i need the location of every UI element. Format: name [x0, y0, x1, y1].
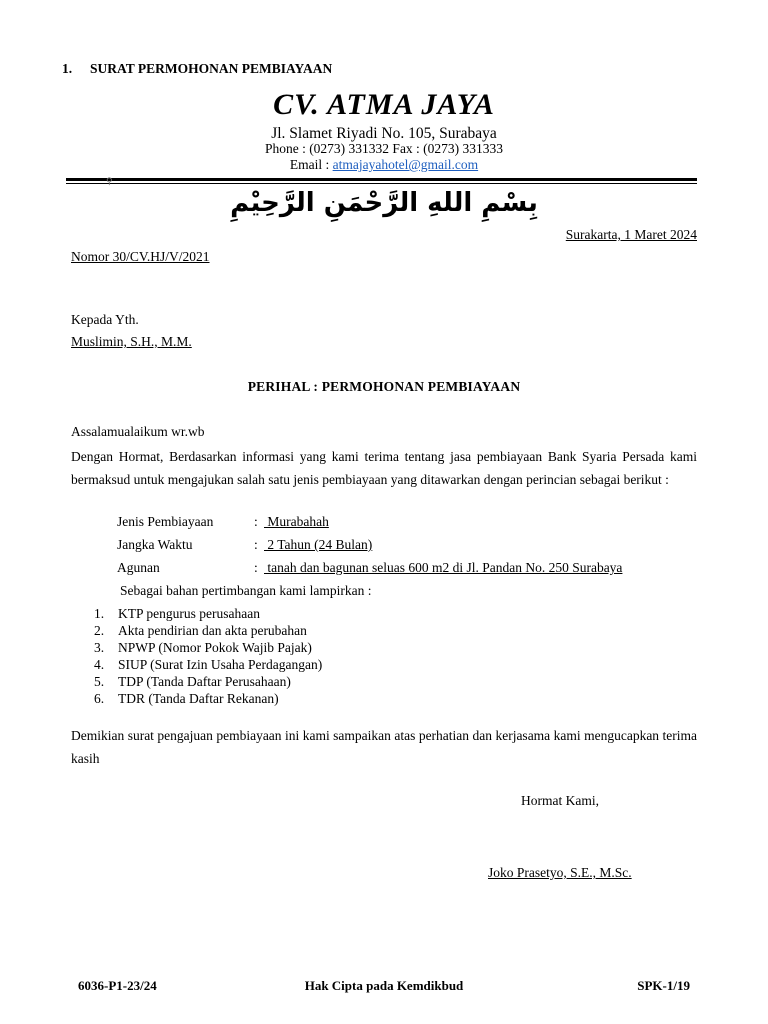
section-heading — [62, 61, 332, 77]
signer-name: Joko Prasetyo, S.E., M.Sc. — [488, 865, 632, 880]
letter-number: Nomor 30/CV.HJ/V/2021 — [71, 249, 210, 264]
intro-paragraph: Dengan Hormat, Berdasarkan informasi yang kami terima tentang jasa pembiayaan Bank Syaria Persada kami bermaksud untuk mengajukan salah satu jenis pembiayaan yang ditawarkan dengan perincian sebagai berikut : — [71, 449, 697, 487]
email-link[interactable]: atmajayahotel@gmail.com — [332, 157, 479, 172]
detail-label: Jenis Pembiayaan — [117, 514, 214, 529]
list-text: NPWP (Nomor Pokok Wajib Pajak) — [118, 640, 312, 655]
list-item — [71, 622, 571, 639]
email-label: Email : — [289, 157, 333, 172]
letter-date: Surakarta, 1 Maret 2024 — [565, 227, 697, 242]
list-item — [71, 639, 571, 656]
anchor-icon: ⚲ — [106, 176, 113, 186]
detail-value: 2 Tahun (24 Bulan) — [264, 537, 373, 552]
footer-copyright: Hak Cipta pada Kemdikbud — [304, 978, 464, 993]
list-text: KTP pengurus perusahaan — [118, 606, 260, 621]
list-number: 6. — [94, 691, 105, 706]
list-item — [71, 605, 571, 622]
list-number: 1. — [94, 606, 105, 621]
letterhead-rule-thin — [66, 183, 697, 184]
detail-row — [117, 514, 329, 530]
letterhead-rule-thick — [66, 178, 697, 181]
list-number: 5. — [94, 674, 105, 689]
section-title: SURAT PERMOHONAN PEMBIAYAAN — [90, 61, 333, 76]
addressee-label: Kepada Yth. — [71, 312, 139, 327]
detail-separator: : — [254, 537, 258, 552]
greeting: Assalamualaikum wr.wb — [71, 424, 205, 439]
attachments-intro: Sebagai bahan pertimbangan kami lampirkan : — [120, 583, 372, 598]
list-text: TDR (Tanda Daftar Rekanan) — [118, 691, 279, 706]
company-address: Jl. Slamet Riyadi No. 105, Surabaya — [271, 125, 497, 142]
list-number: 2. — [94, 623, 105, 638]
list-item — [71, 656, 571, 673]
list-item — [71, 673, 571, 690]
attachments-list — [71, 605, 571, 707]
detail-value: tanah dan bagunan seluas 600 m2 di Jl. Pandan No. 250 Surabaya — [264, 560, 623, 575]
detail-label: Jangka Waktu — [117, 537, 193, 552]
list-number: 4. — [94, 657, 105, 672]
list-number: 3. — [94, 640, 105, 655]
section-number: 1. — [62, 61, 73, 76]
detail-row — [117, 537, 372, 553]
detail-value: Murabahah — [264, 514, 329, 529]
basmala: بِسْمِ اللهِ الرَّحْمَنِ الرَّحِيْمِ — [230, 188, 538, 218]
footer-code: 6036-P1-23/24 — [78, 978, 157, 993]
detail-separator: : — [254, 560, 258, 575]
detail-label: Agunan — [117, 560, 160, 575]
complimentary-close: Hormat Kami, — [521, 793, 599, 808]
detail-separator: : — [254, 514, 258, 529]
company-name: CV. ATMA JAYA — [273, 88, 495, 121]
list-text: Akta pendirian dan akta perubahan — [118, 623, 307, 638]
company-phone: Phone : (0273) 331332 Fax : (0273) 331333 — [264, 141, 504, 156]
detail-row — [117, 560, 622, 576]
list-item — [71, 690, 571, 707]
closing-paragraph: Demikian surat pengajuan pembiayaan ini kami sampaikan atas perhatian dan kerjasama kami mengucapkan terima kasih — [71, 728, 697, 766]
company-email — [0, 157, 768, 173]
subject-line: PERIHAL : PERMOHONAN PEMBIAYAAN — [247, 379, 521, 394]
footer-page-ref: SPK-1/19 — [637, 978, 690, 993]
list-text: TDP (Tanda Daftar Perusahaan) — [118, 674, 291, 689]
recipient-name: Muslimin, S.H., M.M. — [71, 334, 192, 349]
list-text: SIUP (Surat Izin Usaha Perdagangan) — [118, 657, 323, 672]
